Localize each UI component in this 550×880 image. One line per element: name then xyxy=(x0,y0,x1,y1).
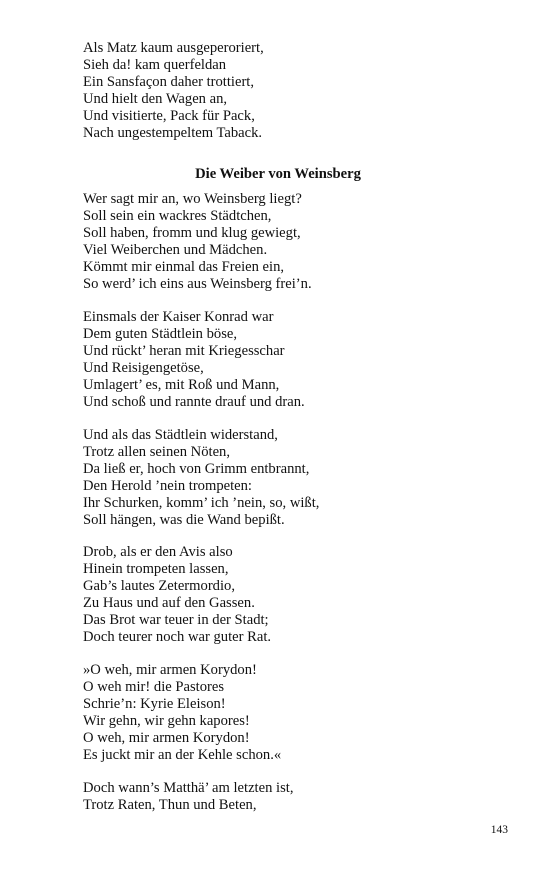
verse-line: O weh, mir armen Korydon! xyxy=(83,730,250,747)
verse-line: Und Reisigengetöse, xyxy=(83,360,204,377)
verse-line: Das Brot war teuer in der Stadt; xyxy=(83,612,269,629)
verse-line: Doch wann’s Matthä’ am letzten ist, xyxy=(83,780,294,796)
verse-line: Den Herold ’nein trompeten: xyxy=(83,478,252,495)
verse-line: Da ließ er, hoch von Grimm entbrannt, xyxy=(83,461,310,478)
verse-line: Schrie’n: Kyrie Eleison! xyxy=(83,696,226,713)
verse-line: Doch teurer noch war guter Rat. xyxy=(83,629,272,646)
intro-stanza xyxy=(83,40,463,143)
page-number: 143 xyxy=(490,824,508,836)
verse-line: Umlagert’ es, mit Roß und Mann, xyxy=(83,377,280,394)
verse-line: Drob, als er den Avis also xyxy=(83,544,233,560)
stanza xyxy=(83,662,463,765)
verse-line: Soll sein ein wackres Städtchen, xyxy=(83,208,272,225)
verse-line: Soll haben, fromm und klug gewiegt, xyxy=(83,225,301,242)
verse-line: O weh mir! die Pastores xyxy=(83,679,225,696)
verse-line: Kömmt mir einmal das Freien ein, xyxy=(83,259,285,276)
verse-line: Ein Sansfaçon daher trottiert, xyxy=(83,74,255,91)
stanza xyxy=(83,191,463,294)
verse-line: Trotz allen seinen Nöten, xyxy=(83,444,230,461)
verse-line: Und als das Städtlein widerstand, xyxy=(83,427,278,443)
verse-line: Gab’s lautes Zetermordio, xyxy=(83,578,235,595)
verse-line: Wir gehn, wir gehn kapores! xyxy=(83,713,250,730)
verse-line: Soll hängen, was die Wand bepißt. xyxy=(83,512,285,529)
stanza xyxy=(83,780,463,814)
verse-line: Als Matz kaum ausgeperoriert, xyxy=(83,40,264,56)
verse-line: Und schoß und rannte drauf und dran. xyxy=(83,394,305,411)
verse-line: Sieh da! kam querfeldan xyxy=(83,57,227,74)
verse-line: Es juckt mir an der Kehle schon.« xyxy=(83,747,282,764)
verse-line: Dem guten Städtlein böse, xyxy=(83,326,238,343)
verse-line: »O weh, mir armen Korydon! xyxy=(83,662,257,678)
verse-line: Ihr Schurken, komm’ ich ’nein, so, wißt, xyxy=(83,495,320,512)
stanza xyxy=(83,544,463,647)
verse-line: Wer sagt mir an, wo Weinsberg liegt? xyxy=(83,191,302,207)
verse-line: Trotz Raten, Thun und Beten, xyxy=(83,797,257,814)
verse-line: Nach ungestempeltem Taback. xyxy=(83,125,263,142)
verse-line: Einsmals der Kaiser Konrad war xyxy=(83,309,274,325)
verse-line: Zu Haus und auf den Gassen. xyxy=(83,595,255,612)
verse-line: Viel Weiberchen und Mädchen. xyxy=(83,242,268,259)
poem-title: Die Weiber von Weinsberg xyxy=(195,166,361,182)
verse-line: So werd’ ich eins aus Weinsberg frei’n. xyxy=(83,276,312,293)
stanza xyxy=(83,309,463,412)
stanza xyxy=(83,427,463,530)
verse-line: Und hielt den Wagen an, xyxy=(83,91,228,108)
verse-line: Und rückt’ heran mit Kriegesschar xyxy=(83,343,285,360)
verse-line: Und visitierte, Pack für Pack, xyxy=(83,108,255,125)
verse-line: Hinein trompeten lassen, xyxy=(83,561,229,578)
